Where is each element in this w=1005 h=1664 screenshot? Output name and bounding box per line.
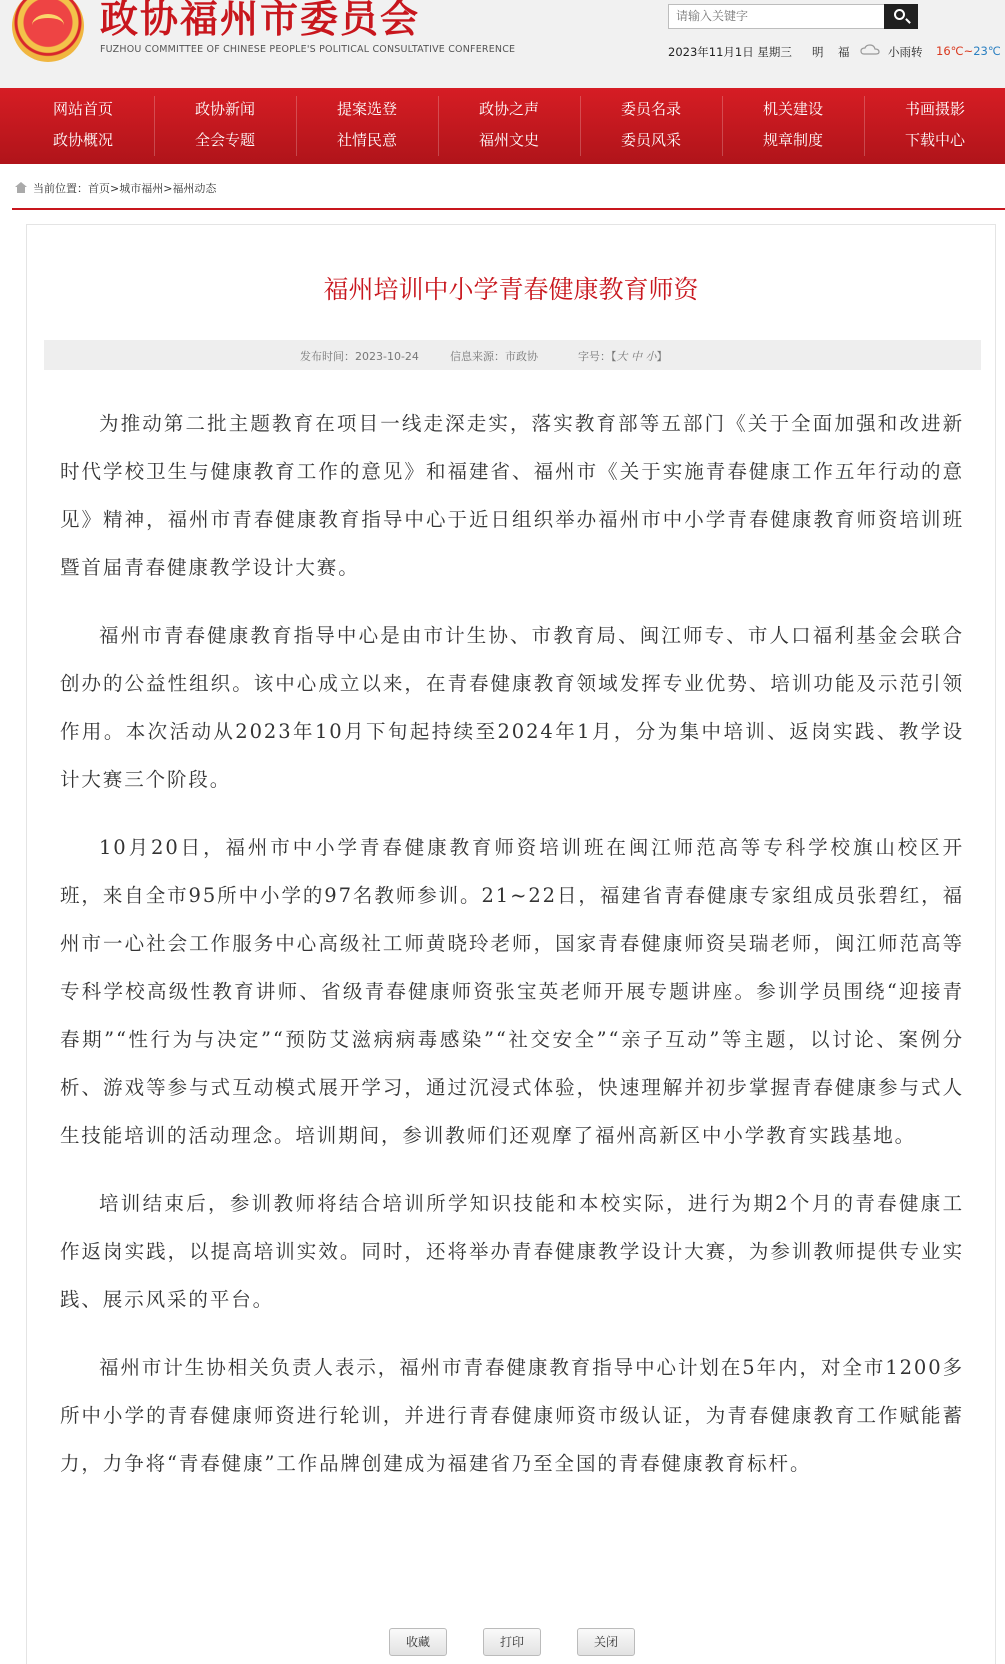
- nav-item-members[interactable]: 委员名录: [620, 100, 681, 118]
- close-button[interactable]: 关闭: [577, 1628, 635, 1656]
- nav-divider: [154, 96, 155, 156]
- nav-divider: [296, 96, 297, 156]
- search-input[interactable]: 请输入关键字: [668, 4, 886, 29]
- nav-divider: [722, 96, 723, 156]
- nav-divider: [580, 96, 581, 156]
- temp-high: 23℃: [973, 44, 1001, 58]
- weather-city-1: 明: [812, 45, 824, 59]
- main-nav: [0, 88, 1005, 164]
- font-size-medium-link[interactable]: 中: [631, 350, 642, 363]
- nav-item-member-style[interactable]: 委员风采: [620, 131, 681, 149]
- info-source: 信息来源：市政协: [450, 350, 538, 363]
- nav-divider: [864, 96, 865, 156]
- breadcrumb-home[interactable]: 首页: [88, 182, 110, 195]
- nav-item-rules[interactable]: 规章制度: [762, 131, 823, 149]
- current-date: 2023年11月1日 星期三: [668, 45, 792, 59]
- temp-separator: ~: [963, 44, 974, 58]
- breadcrumb-current[interactable]: 福州动态: [172, 182, 217, 195]
- collect-button[interactable]: 收藏: [389, 1628, 447, 1656]
- nav-divider: [438, 96, 439, 156]
- article-paragraph: 福州市计生协相关负责人表示，福州市青春健康教育指导中心计划在5年内，对全市1200多所中小学的青春健康师资进行轮训，并进行青春健康师资市级认证，为青春健康教育工作赋能蓄力，力争将“青春健康”工作品牌创建成为福建省乃至全国的青春健康教育标杆。: [60, 1356, 964, 1475]
- font-size-end: 】: [656, 350, 668, 363]
- article-paragraph: 培训结束后，参训教师将结合培训所学知识技能和本校实际，进行为期2个月的青春健康工作返岗实践，以提高培训实效。同时，还将举办青春健康教学设计大赛，为参训教师提供专业实践、展示风采的平台。: [60, 1192, 964, 1311]
- weather-desc: 小雨转: [888, 45, 923, 59]
- breadcrumb-separator: >: [110, 182, 120, 195]
- nav-item-voice[interactable]: 政协之声: [478, 100, 539, 118]
- breadcrumb-separator: >: [163, 182, 173, 195]
- site-subtitle: FUZHOU COMMITTEE OF CHINESE PEOPLE'S POLITICAL CONSULTATIVE CONFERENCE: [100, 44, 516, 55]
- breadcrumb-divider: [12, 208, 1005, 210]
- breadcrumb-city[interactable]: 城市福州: [119, 182, 164, 195]
- nav-item-overview[interactable]: 政协概况: [52, 131, 113, 149]
- font-size-label: 字号：【: [578, 350, 617, 363]
- article-title: 福州培训中小学青春健康教育师资: [323, 275, 699, 304]
- search-button[interactable]: [884, 4, 918, 29]
- home-icon: [14, 182, 28, 193]
- weather-city-2: 福: [838, 45, 850, 59]
- article-paragraph: 为推动第二批主题教育在项目一线走深走实，落实教育部等五部门《关于全面加强和改进新时代学校卫生与健康教育工作的意见》和福建省、福州市《关于实施青春健康工作五年行动的意见》精神，福州市青春健康教育指导中心于近日组织举办福州市中小学青春健康教育师资培训班暨首届青春健康教学设计大赛。: [60, 412, 964, 579]
- site-title[interactable]: 政协福州市委员会: [100, 0, 421, 41]
- nav-item-public-opinion[interactable]: 社情民意: [336, 131, 397, 149]
- article-paragraph: 福州市青春健康教育指导中心是由市计生协、市教育局、闽江师专、市人口福利基金会联合创办的公益性组织。该中心成立以来，在青春健康教育领域发挥专业优势、培训功能及示范引领作用。本次活动从2023年10月下旬起持续至2024年1月，分为集中培训、返岗实践、教学设计大赛三个阶段。: [60, 624, 964, 791]
- article-paragraph: 10月20日，福州市中小学青春健康教育师资培训班在闽江师范高等专科学校旗山校区开班，来自全市95所中小学的97名教师参训。21~22日，福建省青春健康专家组成员张碧红，福州市一心社会工作服务中心高级社工师黄晓玲老师，国家青春健康师资吴瑞老师，闽江师范高等专科学校高级性教育讲师、省级青春健康师资张宝英老师开展专题讲座。参训学员围绕“迎接青春期”“性行为与决定”“预防艾滋病病毒感染”“社交安全”“亲子互动”等主题，以讨论、案例分析、游戏等参与式互动模式展开学习，通过沉浸式体验，快速理解并初步掌握青春健康参与式人生技能培训的活动理念。培训期间，参训教师们还观摩了福州高新区中小学教育实践基地。: [60, 836, 964, 1147]
- nav-item-history[interactable]: 福州文史: [478, 131, 539, 149]
- nav-item-home[interactable]: 网站首页: [52, 100, 113, 118]
- nav-item-downloads[interactable]: 下载中心: [904, 131, 965, 149]
- nav-item-plenary[interactable]: 全会专题: [194, 131, 255, 149]
- site-header: [0, 0, 1005, 88]
- nav-item-art[interactable]: 书画摄影: [904, 100, 965, 118]
- nav-item-news[interactable]: 政协新闻: [194, 100, 255, 118]
- cloud-rain-icon: [860, 44, 880, 56]
- nav-item-organ[interactable]: 机关建设: [762, 100, 823, 118]
- cppcc-emblem-icon: [12, 0, 84, 62]
- breadcrumb-label: 当前位置：: [33, 182, 88, 195]
- font-size-small-link[interactable]: 小: [645, 350, 657, 363]
- breadcrumb: [14, 180, 216, 196]
- search-icon: [894, 9, 905, 20]
- nav-item-proposals[interactable]: 提案选登: [336, 100, 397, 118]
- print-button[interactable]: 打印: [483, 1628, 541, 1656]
- temp-low: 16℃: [936, 44, 964, 58]
- article-body: [60, 400, 964, 1508]
- publish-time: 发布时间：2023-10-24: [300, 350, 419, 363]
- font-size-large-link[interactable]: 大: [616, 350, 628, 363]
